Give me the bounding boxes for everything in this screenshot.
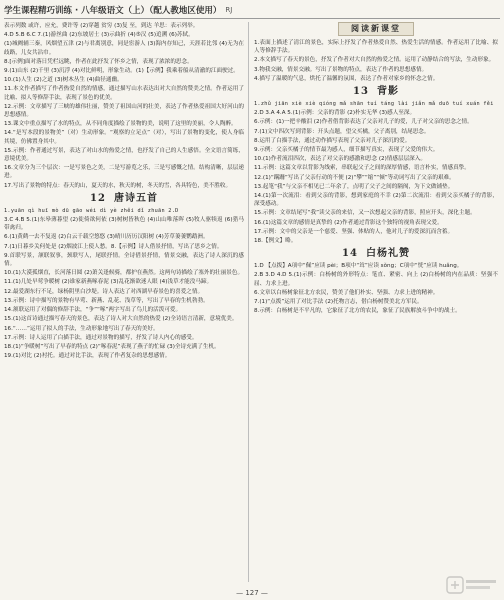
- answer-paragraph: 4.描写了温暖的气息，烘托了温馨的氛围，表达了作者对家乡的怀念之情。: [254, 75, 439, 82]
- answer-paragraph: 15.示例：作者通过写景，表达了对山水的热爱之情，也抒发了自己的人生感悟。全文语言简练，意境优美。: [4, 147, 244, 163]
- section-number: 13: [353, 86, 369, 98]
- answer-paragraph: 13.起笔“我”与父亲不相见已二年余了，点明了父子之间的隔阂，为下文做铺垫。: [254, 183, 454, 190]
- header-code: RJ: [225, 6, 233, 14]
- answer-paragraph: 1.D 【点拨】A项中“佩”应读 pèi；B项中“耸”应读 sǒng；C项中“恍”应读 huǎng。: [254, 263, 463, 270]
- section-title: 唐诗五首: [113, 192, 158, 204]
- answer-paragraph: 7.(1)日暮乡关何处是 (2)烟波江上使人愁。8.【示例】诗人借景抒情，写出了思乡之情。: [4, 243, 223, 250]
- answer-paragraph: 2.D 3.A 4.A 5.(1)示例：父亲的背影 (2)朴实无华 (3)感人至深。: [254, 110, 416, 117]
- page-number: — 127 —: [236, 589, 268, 597]
- answer-paragraph: (1)城阙辅三秦，风烟望五津 (2)与君离别意，同是宦游人 (3)海内存知己，天涯若比邻 (4)无为在歧路，儿女共沾巾。: [4, 41, 244, 56]
- answer-paragraph: 6.(1)黄鹤一去不复返 (2)白云千载空悠悠 (3)晴川历历汉阳树 (4)芳草萋萋鹦鹉洲。: [4, 234, 209, 241]
- section-title: 白杨礼赞: [365, 248, 410, 260]
- answer-paragraph: 6.文章以白杨树象征北方农民，赞美了他们朴实、坚强、力求上进的精神。: [254, 289, 439, 296]
- watermark-logo-icon: [446, 574, 498, 596]
- banner-label: 阅读新课堂: [338, 22, 414, 36]
- answer-paragraph: 16.(1)这篇文章的感情是真挚的 (2)作者通过背影这个独特的视角表现父爱。: [254, 219, 443, 226]
- answer-paragraph: 11.(1)几处早莺争暖树 (2)谁家新燕啄春泥 (3)乱花渐欲迷人眼 (4)浅草才能没马蹄。: [4, 279, 213, 286]
- answer-paragraph: 16.文章分为三个层次：一是写景色之美，二是写游览之乐，三是写感慨之情。结构清晰，层层递进。: [4, 165, 244, 180]
- answer-paragraph: 12.最爱湖东行不足，绿杨阴里白沙堤。诗人表达了对西湖早春景色的喜爱之情。: [4, 288, 204, 295]
- answer-paragraph: 表示列数 或许，应允，费许等 (2)穿越 贫穷 (3)复 至，到达 羊思：表示列举。: [4, 23, 199, 29]
- section-heading: [4, 193, 244, 205]
- answer-paragraph: 2.B 3.D 4.D 5.(1)示例：白杨树的外形特点：笔直、紧密、向上 (2)白杨树的内在品质：坚强不屈、力求上进。: [254, 272, 498, 287]
- pinyin-line: 1.zhǔ jiān xiè xiè qióng mǎ shān tuí táng lài jiǎn mǎ duō tuí xuán fěi: [254, 101, 494, 108]
- answer-paragraph: 10.(1)人生 (2)之道 (3)树木丛生 (4)曲径通幽。: [4, 77, 123, 84]
- answer-paragraph: 18.【例文】略。: [254, 238, 297, 245]
- answer-paragraph: 19.(1)对比 (2)衬托。通过对比手法，表现了作者复杂的思想感情。: [4, 353, 171, 360]
- right-column: [254, 22, 498, 584]
- answer-paragraph: 2.本文描写了春天的景色，抒发了作者对大自然的热爱之情。运用了动静结合的写法，生动形象。: [254, 57, 495, 64]
- answer-paragraph: 13.示例：诗中描写的景物有早莺、新燕、乱花、浅草等，写出了早春的生机勃勃。: [4, 297, 209, 304]
- answer-paragraph: 12.示例：文章描写了三峡的雄伟壮丽，赞美了祖国山河的壮美，表达了作者热爱祖国大好河山的思想感情。: [4, 103, 244, 119]
- answer-paragraph: 12.(1)“蹒跚”写出了父亲行动的不便 (2)“攀”“缩”“倾”等动词写出了父亲的艰难。: [254, 174, 455, 181]
- answer-paragraph: 14.(1)第一次流泪：看到父亲的背影，想到家庭的不幸 (2)第二次流泪：看到父亲买橘子的背影，深受感动。: [254, 193, 498, 208]
- answer-paragraph: 17.写出了景物的特点：春天的山，夏天的水，秋天的树，冬天的雪，各具特色，美不胜收。: [4, 182, 232, 189]
- section-heading: [254, 86, 498, 98]
- answer-paragraph: 8.[示例]面对落日凭栏远眺，作者在此抒发了怀乡之情，表现了浓浓的思念。: [4, 58, 193, 65]
- answer-paragraph: 9.(1)山东 (2)千里 (3)沉浮 (4)对比鲜明，形象生动。(1)【示例】我乘着船从清澈的江面驶过。: [4, 68, 239, 75]
- page-header: [4, 2, 500, 19]
- pinyin-line: 1.yuān qì huī mò dū gāo wéi dì yè zhěi dǐ zhuān 2.D: [4, 207, 179, 214]
- answer-paragraph: 1.表面上描述了清江的景色，实际上抒发了作者热爱自然、热爱生活的情感。作者运用了比喻、拟人等修辞手法。: [254, 40, 498, 55]
- answer-paragraph: 14.颔联运用了对偶的修辞手法，“争”“啄”两字写出了鸟儿的活泼可爱。: [4, 307, 182, 314]
- answer-paragraph: 11.本文作者描写了作者热爱自然的情感，通过描写山水表达出对大自然的赞美之情。作者运用了比喻、拟人等修辞手法，表现了景色的优美。: [4, 86, 244, 101]
- answer-paragraph: 11.示例：这篇文章以背影为线索，串联起父子之间的深厚情感，语言朴实，情感真挚。: [254, 165, 470, 172]
- answer-paragraph: 9.示例：父亲买橘子的情节最为感人，细节描写真实，表现了父爱的伟大。: [254, 147, 439, 154]
- section-number: 14: [342, 248, 358, 260]
- answer-paragraph: 6.示例：(1)一把辛酸泪 (2)作者借背影表达了父亲对儿子的爱，儿子对父亲的思念之情。: [254, 119, 473, 126]
- answer-paragraph: 16.“……”运用了拟人的手法，生动形象地写出了春天的美好。: [4, 325, 159, 332]
- answer-paragraph: 4.D 5.B 6.C 7.(1)游丝曲 (2)东坡居士 (3)示曲折 (4)⑤汉 (5)追溯 (6)苏轼。: [4, 32, 194, 39]
- answer-paragraph: 17.示例：诗人运用了白描手法，通过对景物的描写，抒发了诗人内心的感受。: [4, 334, 198, 341]
- answer-paragraph: 10.(1)大漠孤烟直，长河落日圆 (2)萧关逢候骑，都护在燕然。这两句诗描绘了塞外的壮丽景色。: [4, 270, 244, 277]
- section-title: 背影: [376, 86, 399, 98]
- answer-paragraph: 18.(1)“争暖树”写出了早春的特点 (2)“啄春泥”表现了燕子的忙碌 (3)全诗充满了生机。: [4, 343, 220, 350]
- column-divider: [248, 22, 249, 582]
- answer-paragraph: 7.(1)“点拨”运用了对比手法 (2)托物言志，借白杨树赞美北方军民。: [254, 299, 423, 306]
- reading-banner: [254, 22, 498, 36]
- answer-paragraph: 13.课文中重点描写了水的特点，从不同角度描绘了景物的美，说明了这里的美丽，令人陶醉。: [4, 121, 237, 128]
- answer-paragraph: 15.示例：文章结尾写“我”读父亲的来信，又一次想起父亲的背影，照应开头，深化主题。: [254, 210, 476, 217]
- answer-paragraph: 10.(1)作者流泪四次，表达了对父亲的感激和思念 (2)情感层层深入。: [254, 156, 426, 163]
- answer-paragraph: 8.运用了白描手法，通过动作描写表现了父亲对儿子深沉的爱。: [254, 137, 411, 144]
- section-number: 12: [90, 192, 106, 204]
- answer-paragraph: 8.示例：白杨树是不平凡的，它象征了北方的农民，象征了民族解放斗争中的战士。: [254, 308, 461, 315]
- section-heading: [254, 248, 498, 260]
- answer-paragraph: 3.C 4.B 5.(1)东皋薄暮望 (2)徙倚欲何依 (3)树树皆秋色 (4)山山唯落晖 (5)牧人驱犊返 (6)猎马带禽归。: [4, 217, 244, 232]
- header-title: 学生课程精巧训练 · 八年级语文（上）（配人教地区使用）: [4, 6, 222, 16]
- answer-paragraph: 9.首联写景，颔联叙事，颈联写人，尾联抒情。全诗借景抒情，情景交融，表达了诗人深沉的感情。: [4, 252, 244, 268]
- left-column: [4, 22, 244, 584]
- answer-paragraph: 15.(1)这首诗通过描写春天的景色，表达了诗人对大自然的热爱 (2)全诗语言清新，意境优美。: [4, 316, 238, 323]
- answer-paragraph: 3.物我交融，情景交融。写出了景物的特点，表达了作者的思想感情。: [254, 66, 428, 73]
- answer-paragraph: 14.“是写本段的景物美”（对）生动形象。“观察的立足点”（对），写出了景物的变化，使人身临其境，仿佛置身其中。: [4, 130, 244, 145]
- answer-paragraph: 17.示例：文中的父亲是一个慈爱、坚强、体贴的人，他对儿子的爱深沉而含蓄。: [254, 228, 454, 235]
- answer-paragraph: 7.(1)文中四次写到背影：开头点题，望父买橘，父子离别，结尾思念。: [254, 128, 430, 135]
